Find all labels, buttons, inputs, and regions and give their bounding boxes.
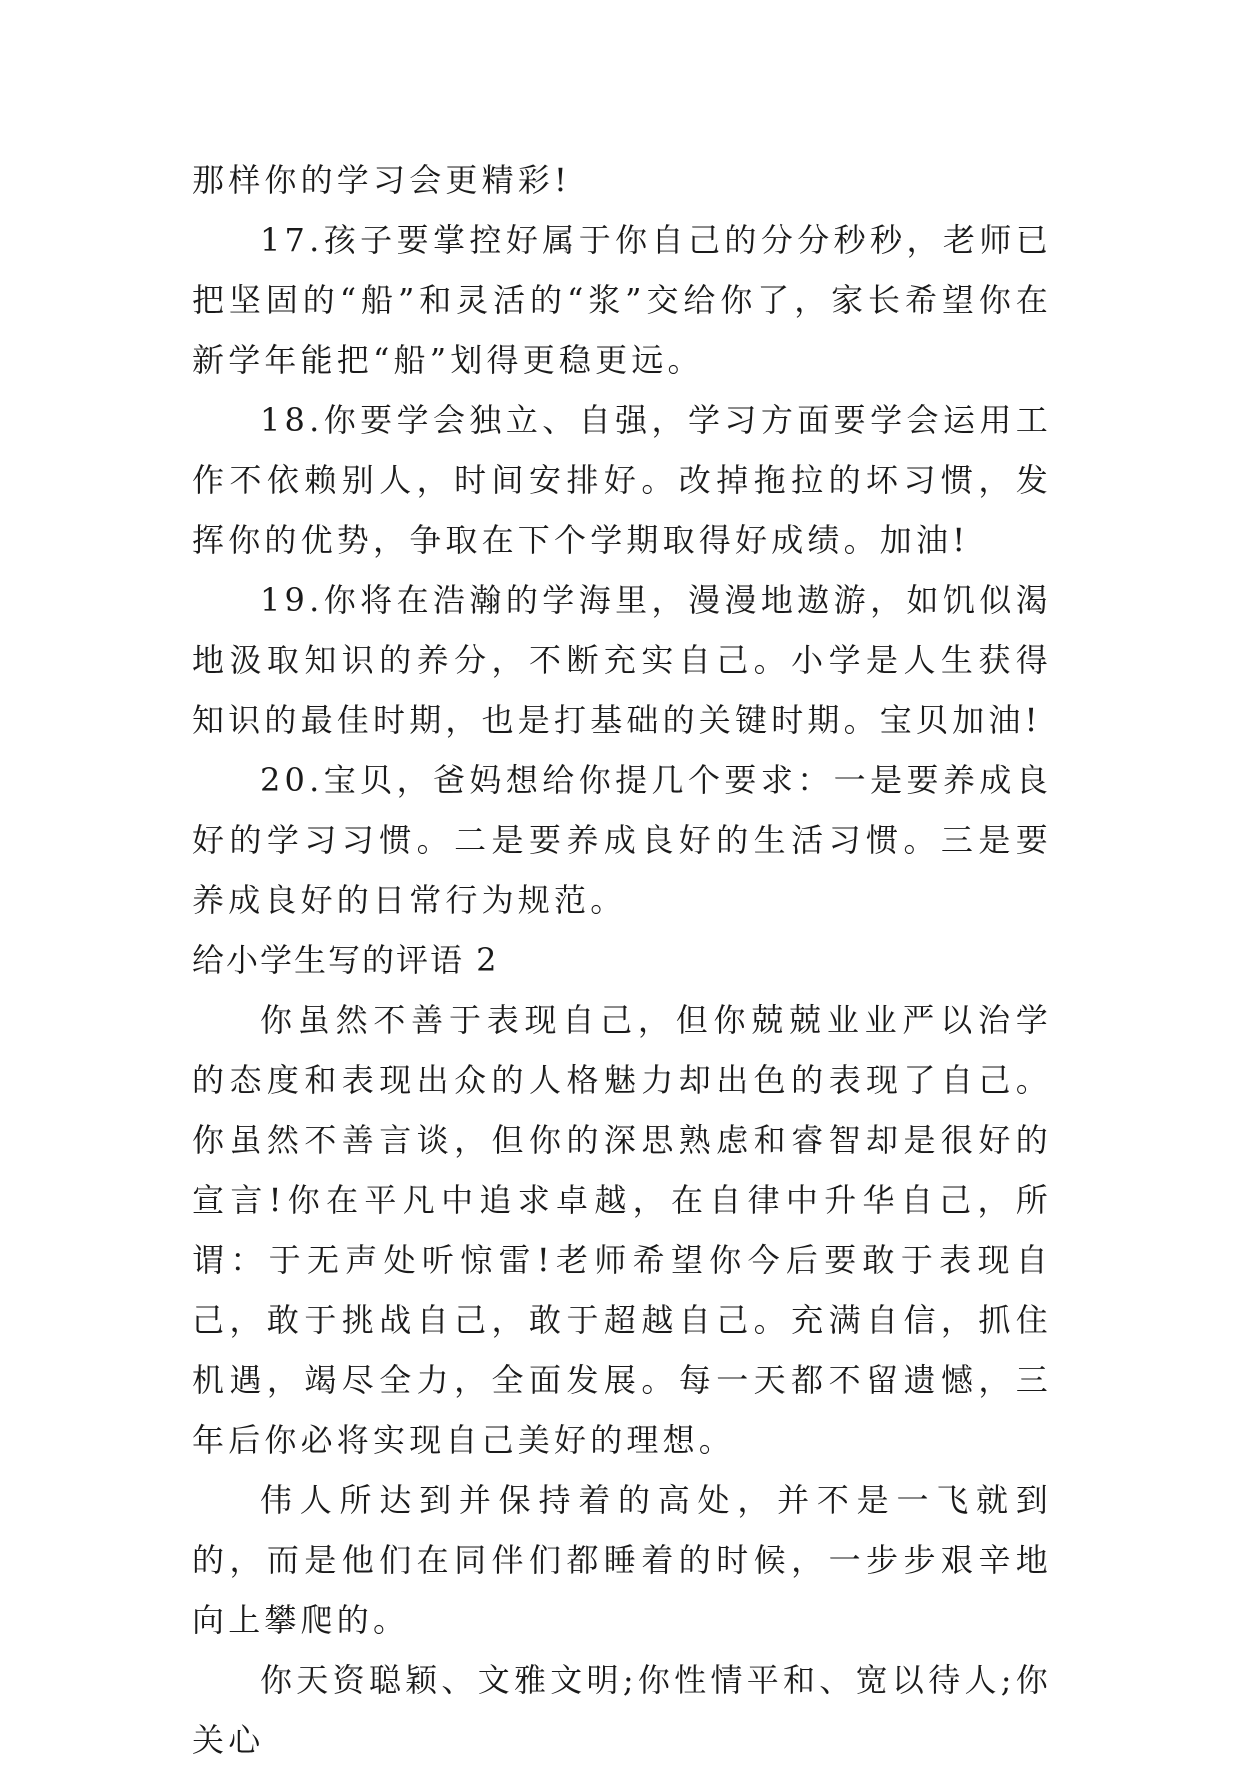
comment-item-18: 18.你要学会独立、自强，学习方面要学会运用工作不依赖别人，时间安排好。改掉拖拉的坏习惯，发挥你的优势，争取在下个学期取得好成绩。加油! [192, 401, 1052, 559]
comment-item-20: 20.宝贝，爸妈想给你提几个要求：一是要养成良好的学习习惯。二是要养成良好的生活习惯。三是要养成良好的日常行为规范。 [192, 761, 1052, 919]
document-page [192, 150, 1052, 1770]
comment-item-17: 17.孩子要掌控好属于你自己的分分秒秒，老师已把坚固的“船”和灵活的“浆”交给你了，家长希望你在新学年能把“船”划得更稳更远。 [192, 221, 1052, 379]
comment-item-19: 19.你将在浩瀚的学海里，漫漫地遨游，如饥似渴地汲取知识的养分，不断充实自己。小学是人生获得知识的最佳时期，也是打基础的关键时期。宝贝加油! [192, 581, 1052, 739]
section-paragraph-2: 伟人所达到并保持着的高处，并不是一飞就到的，而是他们在同伴们都睡着的时候，一步步艰辛地向上攀爬的。 [192, 1481, 1052, 1639]
paragraph-continuation: 那样你的学习会更精彩! [192, 161, 572, 199]
section-paragraph-3: 你天资聪颖、文雅文明;你性情平和、宽以待人;你关心 [192, 1661, 1052, 1759]
section-paragraph-1: 你虽然不善于表现自己，但你兢兢业业严以治学的态度和表现出众的人格魅力却出色的表现了自己。你虽然不善言谈，但你的深思熟虑和睿智却是很好的宣言!你在平凡中追求卓越，在自律中升华自己，所谓：于无声处听惊雷!老师希望你今后要敢于表现自己，敢于挑战自己，敢于超越自己。充满自信，抓住机遇，竭尽全力，全面发展。每一天都不留遗憾，三年后你必将实现自己美好的理想。 [192, 1001, 1052, 1459]
section-heading: 给小学生写的评语 2 [192, 941, 499, 979]
